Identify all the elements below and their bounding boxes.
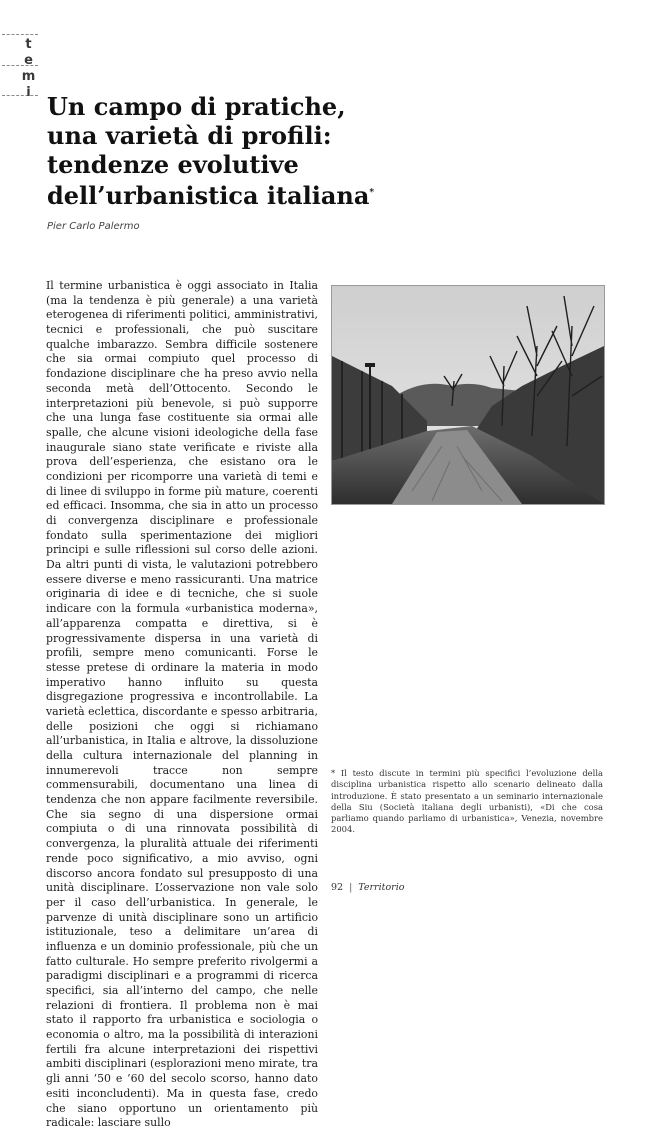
journal-name: Territorio	[358, 882, 405, 893]
article-photo	[331, 285, 605, 505]
author-byline: Pier Carlo Palermo	[47, 221, 140, 232]
title-line-2: una varietà di profili:	[47, 121, 332, 150]
title-footnote-marker: *	[369, 188, 375, 198]
section-tab	[2, 34, 38, 101]
footnote: * Il testo discute in termini più specifici l’evoluzione della disciplina urbanistica rispetto allo scenario delineato dalla introduzione. È stato presentato a un seminario internazionale della Siu (Società italiana degli urbanisti), «Di che cosa parliamo quando parliamo di urbanistica», Venezia, novembre 2004.	[331, 768, 603, 835]
section-label: temi	[21, 37, 36, 101]
photo-lamp-head	[365, 363, 375, 367]
page-number: 92	[331, 882, 344, 893]
title-line-1: Un campo di pratiche,	[47, 92, 346, 121]
page-footer	[331, 882, 404, 893]
title-line-3: tendenze evolutive	[47, 150, 299, 179]
article-body-text: Il termine urbanistica è oggi associato in Italia (ma la tendenza è più generale) a una varietà eterogenea di riferimenti politici, amministrativi, tecnici e professionali, che può suscitare qualche imbarazzo. Sembra difficile sostenere che sia ormai compiuto quel processo di fondazione disciplinare che ha preso avvio nella seconda metà dell’Ottocento. Secondo le interpretazioni più benevole, si può supporre che una lunga fase costituente sia ormai alle spalle, che alcune visioni ideologiche della fase inaugurale siano state verificate e riviste alla prova dell’esperienza, che esistano ora le condizioni per ricomporre una varietà di temi e di linee di sviluppo in forme più mature, coerenti ed efficaci. Insomma, che sia in atto un processo di convergenza disciplinare e professionale fondato sulla sperimentazione dei migliori principi e sulle riflessioni sul corso delle azioni. Da altri punti di vista, le valutazioni potrebbero essere diverse e meno rassicuranti. Una matrice originaria di idee e di tecniche, che si suole indicare con la formula «urbanistica moderna», all’apparenza compatta e direttiva, si è progressivamente dispersa in una varietà di profili, sempre meno comunicanti. Forse le stesse pretese di ordinare la materia in modo imperativo hanno influito su questa disgregazione progressiva e incontrollabile. La varietà eclettica, discordante e spesso arbitraria, delle posizioni che oggi si richiamano all’urbanistica, in Italia e altrove, la dissoluzione della cultura internazionale del planning in innumerevoli tracce non sempre commensurabili, documentano una linea di tendenza che non appare facilmente reversibile. Che sia segno di una dispersione ormai compiuta o di una rinnovata possibilità di convergenza, la pluralità attuale dei riferimenti rende poco significativo, a mio avviso, ogni discorso ancora fondato sul presupposto di una unità disciplinare. L’osservazione non vale solo per il caso dell’urbanistica. In generale, le parvenze di unità disciplinare sono un artificio istituzionale, teso a delimitare un’area di influenza e un dominio professionale, più che un fatto culturale. Ho sempre preferito rivolgermi a paradigmi disciplinari e a programmi di ricerca specifici, sia all’interno del campo, che nelle relazioni di frontiera. Il problema non è mai stato il rapporto fra urbanistica e sociologia o economia o altro, ma la possibilità di interazioni fertili fra alcune interpretazioni dei rispettivi ambiti disciplinari (esplorazioni meno mirate, tra gli anni ’50 e ’60 del secolo scorso, hanno dato esiti inconcludenti). Ma in questa fase, credo che siano opportuno un orientamento più radicale: lasciare sullo	[46, 279, 318, 1130]
title-line-4-text: dell’urbanistica italiana	[47, 181, 370, 210]
footer-separator: |	[349, 882, 353, 893]
article-title	[47, 92, 467, 210]
title-line-4	[47, 179, 467, 210]
